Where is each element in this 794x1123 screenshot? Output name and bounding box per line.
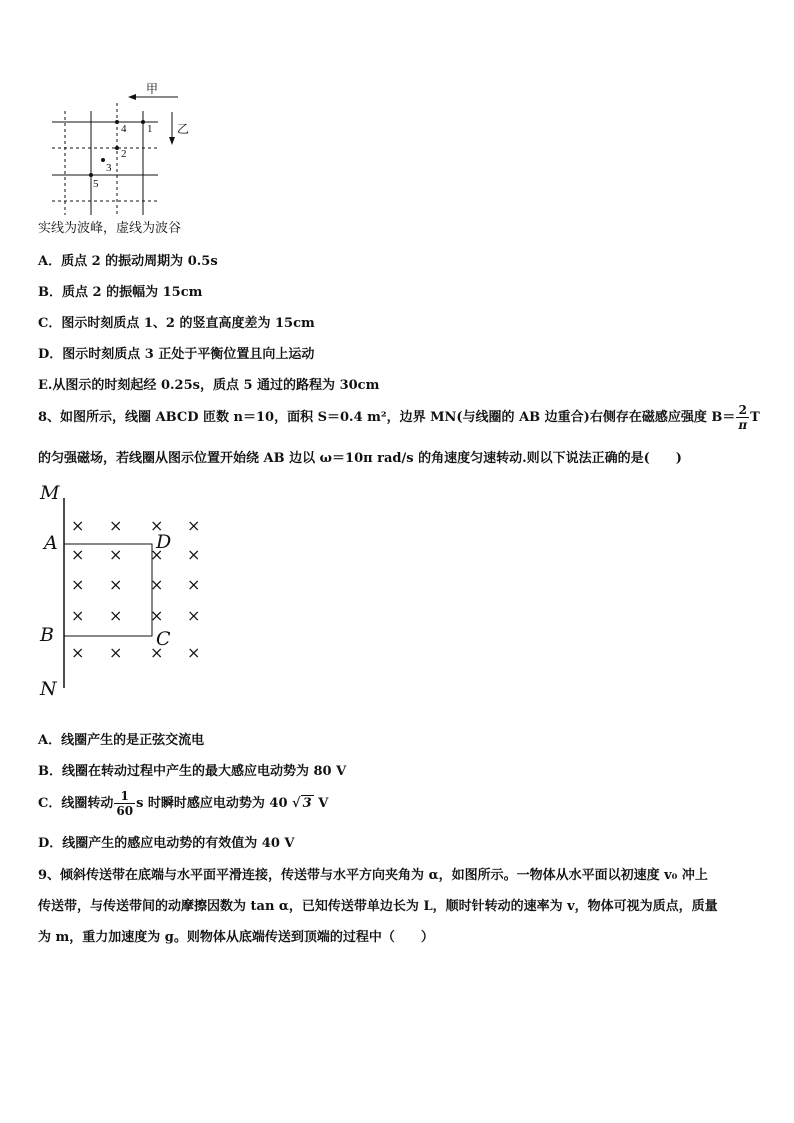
q8-option-c-numerator: 1 — [114, 789, 135, 804]
wave-figure-svg — [40, 75, 200, 220]
q8-option-c-unit: V — [318, 796, 329, 811]
field-cross: × — [187, 545, 201, 564]
label-b: B — [40, 624, 54, 646]
jia-label: 甲 — [146, 82, 159, 96]
field-cross: × — [71, 575, 85, 594]
label-m: M — [40, 482, 60, 504]
field-cross: × — [150, 516, 164, 535]
point-2 — [115, 146, 119, 150]
q7-option-e: E.从图示的时刻起经 0.25s，质点 5 通过的路程为 30cm — [38, 378, 380, 393]
point-4 — [115, 120, 119, 124]
field-cross: × — [187, 516, 201, 535]
field-cross: × — [150, 606, 164, 625]
label-d: D — [156, 531, 172, 553]
yi-arrow-head — [169, 137, 175, 145]
field-cross: × — [150, 575, 164, 594]
q8-option-c: C．线圈转动 $\frac{1}{60}$ s 时瞬时感应电动势为 40 √ 3 V — [38, 789, 329, 818]
field-cross: × — [71, 516, 85, 535]
q7-option-c: C．图示时刻质点 1、2 的竖直高度差为 15cm — [38, 316, 315, 331]
q8-b-denominator: π — [738, 418, 748, 432]
point-5-label: 5 — [93, 178, 99, 190]
q8-b-unit: T — [750, 410, 760, 425]
q9-stem-line1: 9、倾斜传送带在底端与水平面平滑连接，传送带与水平方向夹角为 α，如图所示。一物体从水平面以初速度 v₀ 冲上 — [38, 868, 708, 883]
field-cross: × — [109, 516, 123, 535]
field-cross: × — [150, 643, 164, 662]
field-cross: × — [71, 643, 85, 662]
q8-option-c-mid: s 时瞬时感应电动势为 40 — [136, 796, 288, 811]
field-cross: × — [150, 545, 164, 564]
field-cross: × — [71, 545, 85, 564]
point-1 — [141, 120, 145, 124]
yi-label: 乙 — [177, 122, 190, 136]
q9-stem-line3: 为 m，重力加速度为 g。则物体从底端传送到顶端的过程中（ ） — [38, 930, 434, 945]
field-cross: × — [109, 643, 123, 662]
q9-stem-line2: 传送带，与传送带间的动摩擦因数为 tan α，已知传送带单边长为 L，顺时针转动的速率为 v，物体可视为质点，质量 — [38, 899, 718, 914]
q8-stem-line2: 的匀强磁场，若线圈从图示位置开始绕 AB 边以 ω＝10π rad/s 的角速度匀速转动.则以下说法正确的是( ) — [38, 451, 682, 466]
q8-option-b: B．线圈在转动过程中产生的最大感应电动势为 80 V — [38, 764, 347, 779]
field-cross: × — [187, 575, 201, 594]
field-cross: × — [109, 545, 123, 564]
q8-option-c-denominator: 60 — [116, 804, 134, 818]
point-1-label: 1 — [147, 123, 153, 135]
jia-arrow-head — [128, 94, 136, 100]
point-3-label: 3 — [106, 162, 112, 174]
label-n: N — [40, 678, 57, 700]
label-a: A — [44, 532, 58, 554]
q8-stem-line1 — [38, 400, 760, 436]
q8-option-c-fraction — [114, 789, 135, 818]
q8-option-a: A．线圈产生的是正弦交流电 — [38, 733, 205, 748]
field-cross: × — [109, 575, 123, 594]
point-3 — [101, 158, 105, 162]
q7-option-b: B．质点 2 的振幅为 15cm — [38, 285, 203, 300]
q8-option-d: D．线圈产生的感应电动势的有效值为 40 V — [38, 836, 295, 851]
point-5 — [89, 173, 93, 177]
q8-figure — [36, 482, 226, 704]
field-cross: × — [109, 606, 123, 625]
point-2-label: 2 — [121, 148, 127, 160]
point-4-label: 4 — [121, 123, 127, 135]
wave-figure — [40, 75, 200, 220]
label-c: C — [156, 628, 171, 650]
q8-b-numerator: 2 — [736, 403, 749, 418]
q7-option-d: D．图示时刻质点 3 正处于平衡位置且向上运动 — [38, 347, 315, 362]
q8-stem-prefix: 8、如图所示，线圈 ABCD 匝数 n＝10，面积 S＝0.4 m²，边界 MN(与线圈的 AB 边重合)右侧存在磁感应强度 B＝ — [38, 410, 736, 425]
q8-option-c-prefix: C．线圈转动 — [38, 796, 114, 811]
field-cross: × — [187, 606, 201, 625]
field-cross: × — [71, 606, 85, 625]
q7-option-a: A．质点 2 的振动周期为 0.5s — [38, 254, 218, 269]
wave-figure-caption: 实线为波峰，虚线为波谷 — [38, 221, 182, 236]
q8-option-c-sqrt: 3 — [302, 796, 312, 811]
field-cross: × — [187, 643, 201, 662]
q8-b-fraction — [736, 403, 749, 432]
